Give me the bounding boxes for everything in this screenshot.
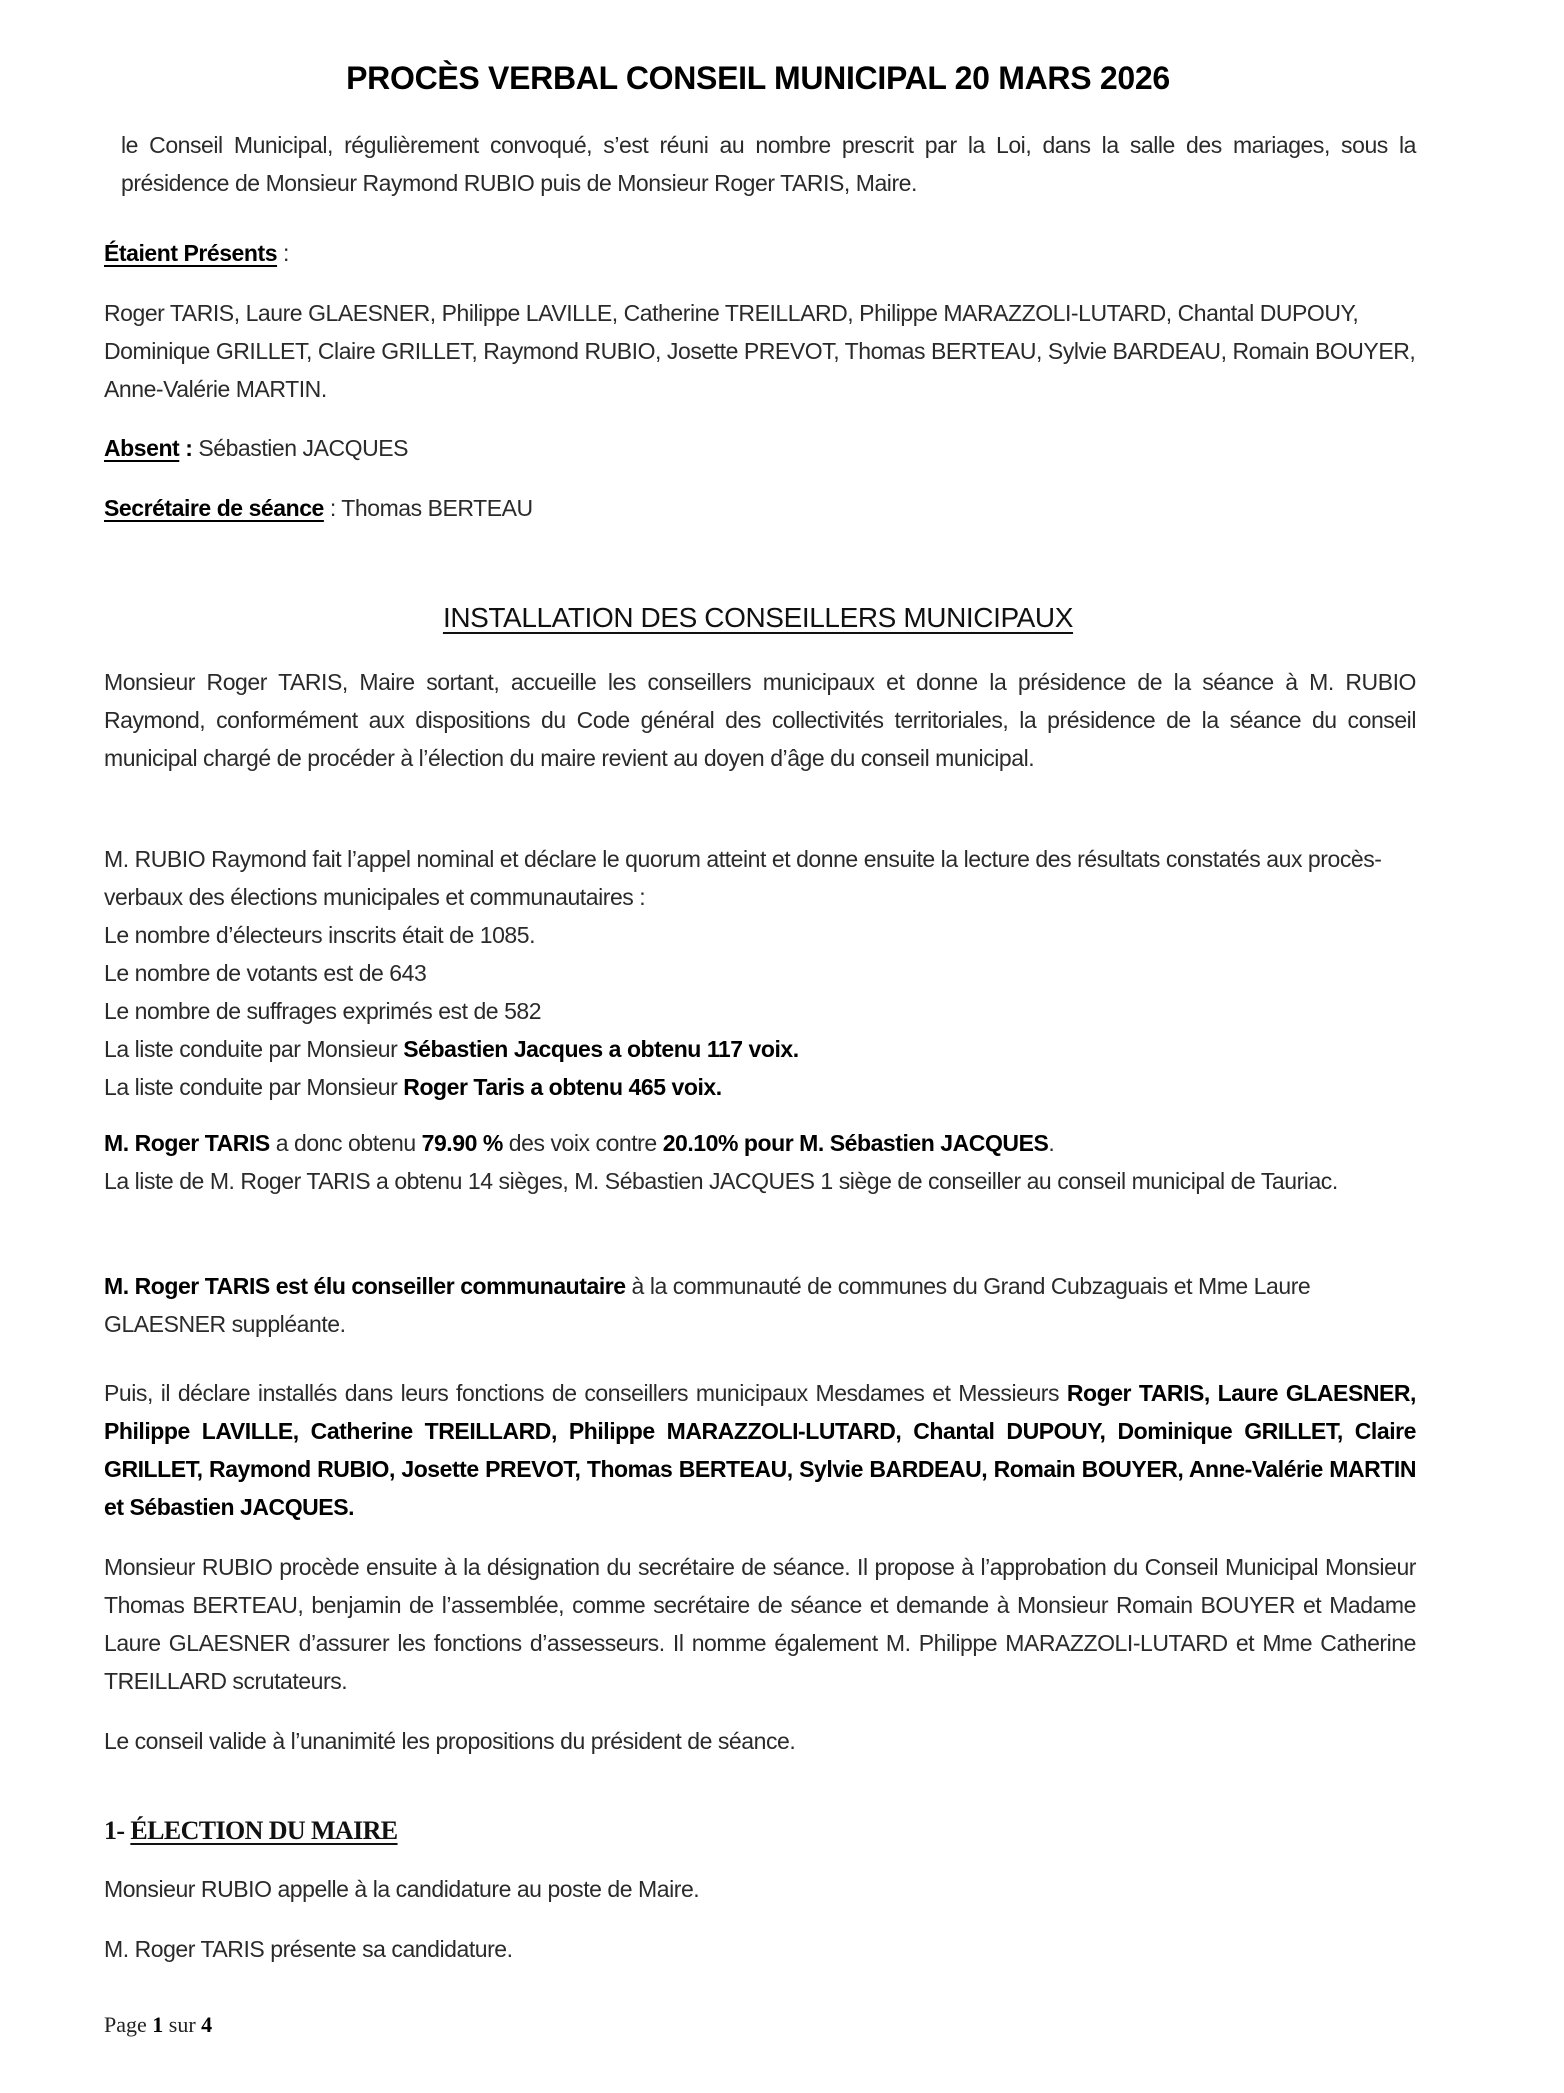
document-title: PROCÈS VERBAL CONSEIL MUNICIPAL 20 MARS 2026	[346, 60, 1170, 96]
absent-sep: :	[179, 435, 199, 461]
secretary-designation-paragraph: Monsieur RUBIO procède ensuite à la désignation du secrétaire de séance. Il propose à l’approbation du Conseil Municipal Monsieur Thomas BERTEAU, benjamin de l’assemblée, comme secrétaire de séance et demande à Monsieur Romain BOUYER et Madame Laure GLAESNER d’assurer les fonctions d’assesseurs. Il nomme également M. Philippe MARAZZOLI-LUTARD et Mme Catherine TREILLARD scrutateurs.	[104, 1554, 1416, 1694]
installation-paragraph-1: Monsieur Roger TARIS, Maire sortant, accueille les conseillers municipaux et donne la présidence de la séance à M. RUBIO Raymond, conformément aux dispositions du Code général des collectivités territoriales, la présidence de la séance du conseil municipal chargé de procéder à l’élection du maire revient au doyen d’âge du conseil municipal.	[104, 669, 1416, 771]
election-paragraph-1: Monsieur RUBIO appelle à la candidature au poste de Maire.	[104, 1876, 700, 1902]
election-number: 1-	[104, 1816, 131, 1845]
presents-sep: :	[277, 240, 289, 266]
percentages-line: M. Roger TARIS a donc obtenu 79.90 % des voix contre 20.10% pour M. Sébastien JACQUES.	[104, 1130, 1055, 1156]
absent-value: Sébastien JACQUES	[198, 435, 409, 461]
installation-heading: INSTALLATION DES CONSEILLERS MUNICIPAUX	[442, 602, 1074, 633]
seats-line: La liste de M. Roger TARIS a obtenu 14 sièges, M. Sébastien JACQUES 1 siège de conseiller au conseil municipal de Tauriac.	[104, 1168, 1338, 1194]
page-number: 1	[152, 2012, 164, 2037]
secretary-sep: :	[323, 495, 342, 521]
page-total: 4	[201, 2012, 213, 2037]
presents-label-line	[104, 234, 1416, 272]
presents-list: Roger TARIS, Laure GLAESNER, Philippe LAVILLE, Catherine TREILLARD, Philippe MARAZZOLI-LUTARD, Chantal DUPOUY, Dominique GRILLET, Claire GRILLET, Raymond RUBIO, Josette PREVOT, Thomas BERTEAU, Sylvie BARDEAU, Romain BOUYER, Anne-Valérie MARTIN.	[104, 300, 1416, 402]
secretary-label: Secrétaire de séance	[104, 495, 324, 521]
intro-paragraph: le Conseil Municipal, régulièrement convoqué, s’est réuni au nombre prescrit par la Loi, dans la salle des mariages, sous la présidence de Monsieur Raymond RUBIO puis de Monsieur Roger TARIS, Maire.	[121, 132, 1416, 196]
results-liste-1: La liste conduite par Monsieur Sébastien Jacques a obtenu 117 voix.	[104, 1036, 799, 1062]
results-intro: M. RUBIO Raymond fait l’appel nominal et déclare le quorum atteint et donne ensuite la lecture des résultats constatés aux procès-verbaux des élections municipales et communautaires :	[104, 846, 1382, 910]
results-inscrits: Le nombre d’électeurs inscrits était de 1085.	[104, 922, 536, 948]
election-title: ÉLECTION DU MAIRE	[130, 1816, 398, 1845]
results-paragraph	[104, 840, 1416, 1106]
absent-label: Absent	[104, 435, 180, 461]
results-exprimes: Le nombre de suffrages exprimés est de 582	[104, 998, 542, 1024]
results-liste-2: La liste conduite par Monsieur Roger Taris a obtenu 465 voix.	[104, 1074, 722, 1100]
installed-paragraph: Puis, il déclare installés dans leurs fonctions de conseillers municipaux Mesdames et Messieurs Roger TARIS, Laure GLAESNER, Philippe LAVILLE, Catherine TREILLARD, Philippe MARAZZOLI-LUTARD, Chantal DUPOUY, Dominique GRILLET, Claire GRILLET, Raymond RUBIO, Josette PREVOT, Thomas BERTEAU, Sylvie BARDEAU, Romain BOUYER, Anne-Valérie MARTIN et Sébastien JACQUES.	[104, 1380, 1416, 1520]
secretary-value: Thomas BERTEAU	[341, 495, 533, 521]
communautaire-paragraph: M. Roger TARIS est élu conseiller communautaire à la communauté de communes du Grand Cubzaguais et Mme Laure GLAESNER suppléante.	[104, 1273, 1311, 1337]
election-paragraph-2: M. Roger TARIS présente sa candidature.	[104, 1936, 513, 1962]
secretary-line	[104, 489, 1416, 527]
absent-line	[104, 429, 1416, 467]
presents-label: Étaient Présents	[104, 240, 278, 266]
percentages-paragraph	[104, 1124, 1416, 1200]
validation-paragraph: Le conseil valide à l’unanimité les propositions du président de séance.	[104, 1728, 796, 1754]
page-footer: Page 1 sur 4	[104, 2012, 213, 2037]
election-heading	[104, 1812, 398, 1850]
results-votants: Le nombre de votants est de 643	[104, 960, 427, 986]
